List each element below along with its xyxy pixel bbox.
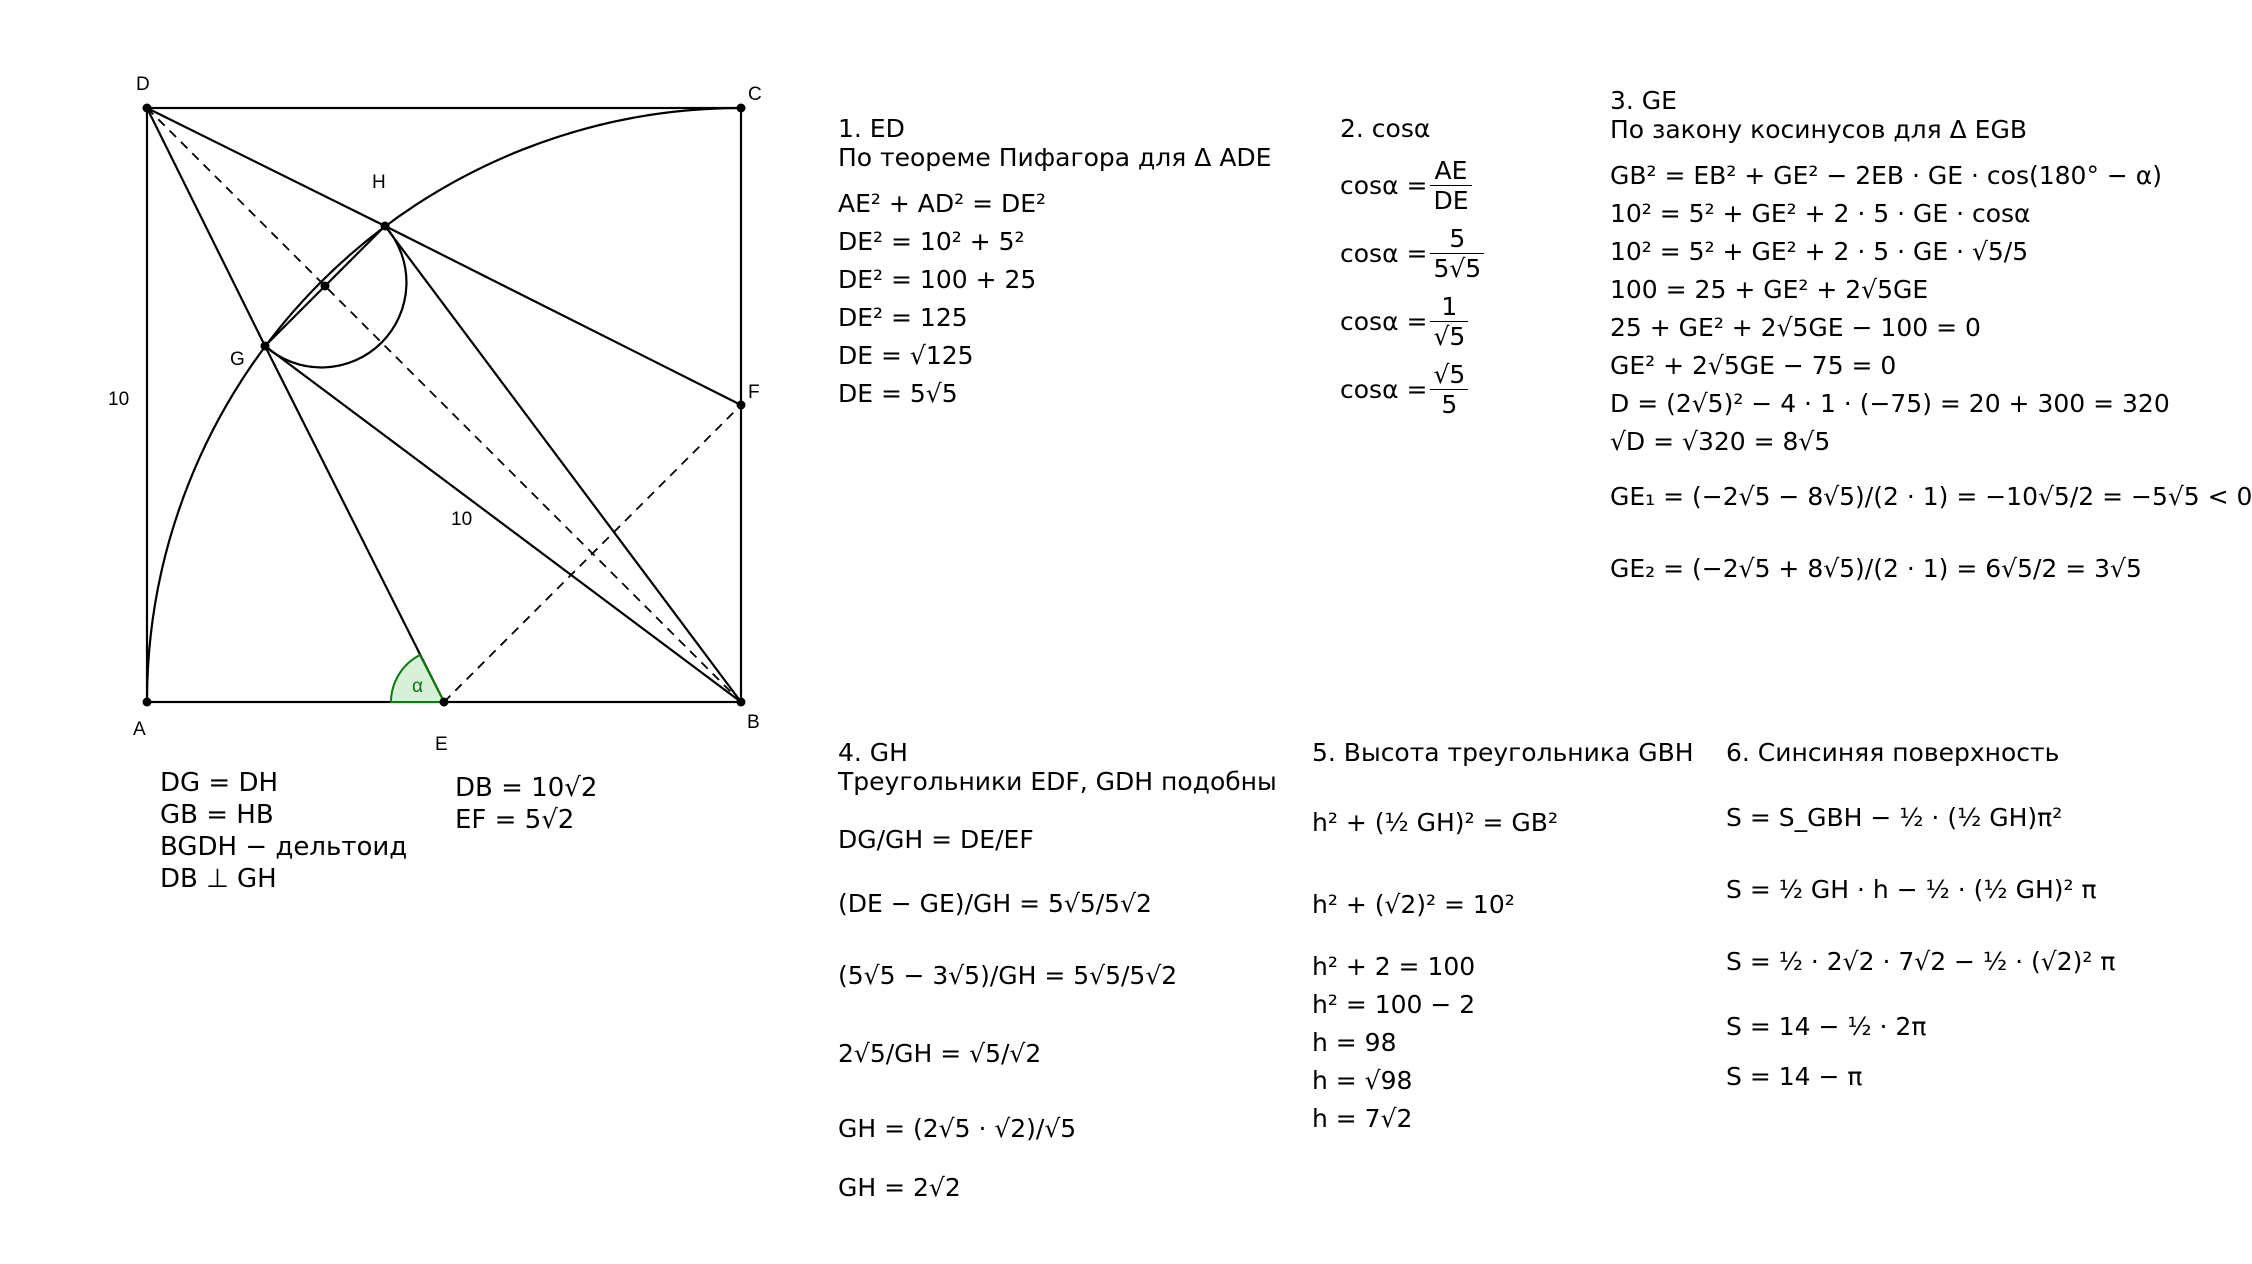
point-f [737,401,746,410]
section-title: 4. GH [838,738,908,767]
equation-line: D = (2√5)² − 4 · 1 · (−75) = 20 + 300 = 320 [1610,388,2170,418]
equation-line: h² + 2 = 100 [1312,951,1476,981]
equation-line: S = ½ · 2√2 · 7√2 − ½ · (√2)² π [1726,946,2116,976]
side-length-label: 10 [108,389,130,410]
equation-line: S = S_GBH − ½ · (½ GH)π² [1726,802,2063,832]
equation-line: DE = 5√5 [838,378,958,408]
equation-line: h² + (√2)² = 10² [1312,889,1515,919]
equation-line: DE = √125 [838,340,974,370]
section-subtitle: По закону косинусов для Δ EGB [1610,115,2028,144]
equation-line: S = 14 − π [1726,1061,1863,1091]
fraction: $\frac{√5}{5}$ [1430,362,1468,417]
segment-hb [385,226,741,702]
equation-line: √D = √320 = 8√5 [1610,426,1831,456]
section-subtitle: По теореме Пифагора для Δ ADE [838,143,1272,172]
equation-line: 100 = 25 + GE² + 2√5GE [1610,274,1929,304]
fact-line: DB ⊥ GH [160,864,277,894]
equation-line: GE² + 2√5GE − 75 = 0 [1610,350,1897,380]
equation-line: GE₂ = (−2√5 + 8√5)/(2 · 1) = 6√5/2 = 3√5 [1610,553,2142,583]
section-6-area [1726,740,2115,1095]
equation-line: h² = 100 − 2 [1312,989,1476,1019]
fact-line: DG = DH [160,768,279,798]
equation-line: (5√5 − 3√5)/GH = 5√5/5√2 [838,960,1178,990]
label-e: E [435,734,448,755]
label-h: H [372,172,386,193]
section-title: 6. Синсиняя поверхность [1726,738,2060,767]
equation-line: GH = 2√2 [838,1172,961,1202]
point-e [440,698,449,707]
label-a: A [133,719,146,740]
equation-line: (DE − GE)/GH = 5√5/5√2 [838,888,1152,918]
equation-line: h = 7√2 [1312,1103,1413,1133]
fact-line: EF = 5√2 [455,805,575,835]
equation-line: DE² = 10² + 5² [838,226,1025,256]
equation-line: h = 98 [1312,1027,1397,1057]
point-g [261,342,270,351]
point-h [381,222,390,231]
equation-line: cosα = $\frac{AE}{DE}$ [1340,151,1487,219]
angle-alpha-label: α [412,676,423,697]
section-title: 2. cosα [1340,114,1431,143]
segment-gb [265,346,741,702]
equation-line: DE² = 100 + 25 [838,264,1037,294]
equation-line: 2√5/GH = √5/√2 [838,1038,1042,1068]
section-title: 1. ED [838,114,905,143]
equation-line: h = √98 [1312,1065,1413,1095]
section-5-height [1312,740,1694,1137]
facts-right [455,775,597,839]
point-a [143,698,152,707]
equation-line: DG/GH = DE/EF [838,824,1034,854]
facts-left [160,770,407,898]
segment-dh [147,108,385,226]
equation-line: 25 + GE² + 2√5GE − 100 = 0 [1610,312,1981,342]
diagonal-db [147,108,741,702]
equation-line: cosα = $\frac{1}{√5}$ [1340,287,1487,355]
equation-line: GB² = EB² + GE² − 2EB · GE · cos(180° − α) [1610,160,2163,190]
equation-line: cosα = $\frac{√5}{5}$ [1340,355,1487,423]
fact-line: DB = 10√2 [455,773,598,803]
section-1-ed [838,116,1271,412]
equation-line: h² + (½ GH)² = GB² [1312,807,1558,837]
equation-line: 10² = 5² + GE² + 2 · 5 · GE · cosα [1610,198,2031,228]
section-title: 5. Высота треугольника GBH [1312,738,1694,767]
point-c [737,104,746,113]
section-subtitle: Треугольники EDF, GDH подобны [838,767,1277,796]
label-d: D [136,74,150,95]
segment-hf [385,226,741,405]
equation-line: GH = (2√5 · √2)/√5 [838,1113,1077,1143]
point-d [143,104,152,113]
diagonal-length-label: 10 [451,509,473,530]
point-b [737,698,746,707]
section-2-cos-alpha [1340,116,1487,423]
fraction: $\frac{5}{5√5}$ [1430,226,1484,281]
section-4-gh [838,740,1277,1210]
label-c: C [748,84,762,105]
equation-line: GE₁ = (−2√5 − 8√5)/(2 · 1) = −10√5/2 = −5√5 < 0 [1610,481,2252,511]
fraction: $\frac{1}{√5}$ [1430,294,1468,349]
geometry-figure [0,0,760,760]
point-midpoint-gh [321,282,330,291]
section-title: 3. GE [1610,86,1677,115]
equation-line: S = ½ GH · h − ½ · (½ GH)² π [1726,874,2097,904]
section-3-ge [1610,88,2252,604]
label-g: G [230,349,245,370]
segment-dg [147,108,265,346]
equation-line: 10² = 5² + GE² + 2 · 5 · GE · √5/5 [1610,236,2029,266]
equation-line: AE² + AD² = DE² [838,188,1047,218]
fact-line: BGDH − дельтоид [160,832,408,862]
equation-line: cosα = $\frac{5}{5√5}$ [1340,219,1487,287]
fraction: $\frac{AE}{DE}$ [1430,158,1471,213]
segment-ge [265,346,444,702]
label-f: F [748,382,760,403]
label-b: B [747,712,760,733]
fact-line: GB = HB [160,800,274,830]
equation-line: DE² = 125 [838,302,968,332]
equation-line: S = 14 − ½ · 2π [1726,1011,1927,1041]
